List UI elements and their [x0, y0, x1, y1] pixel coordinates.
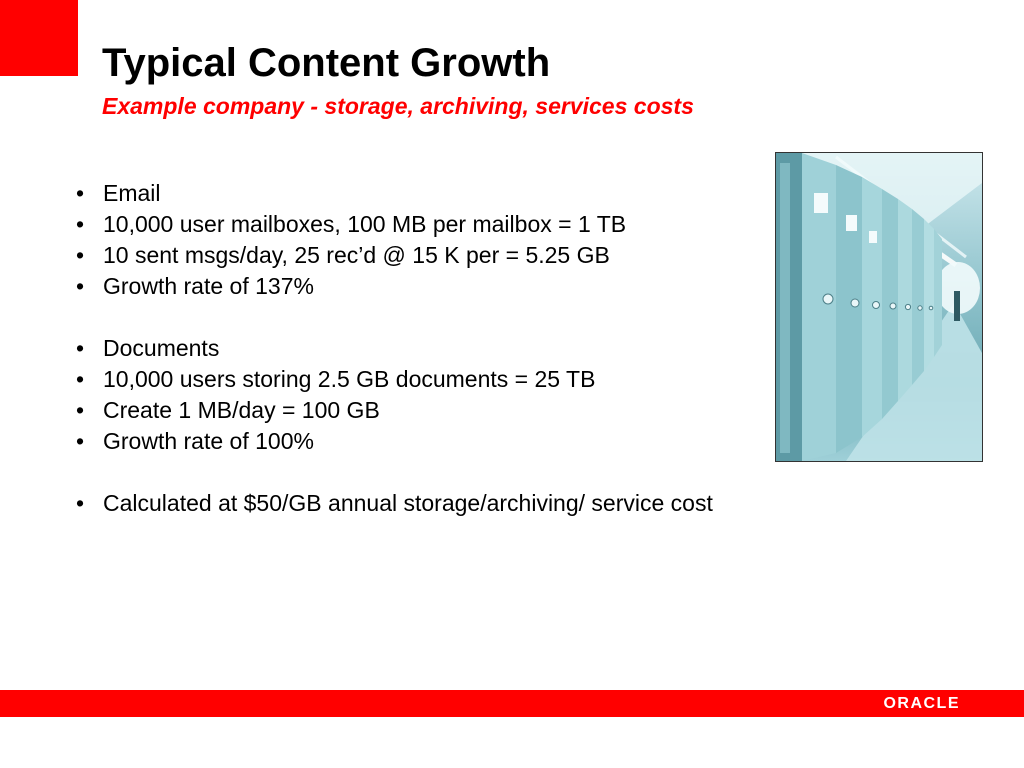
bullet-documents-create: • Create 1 MB/day = 100 GB — [72, 395, 762, 426]
bullet-documents-growth: • Growth rate of 100% — [72, 426, 762, 457]
bullet-email-mailboxes: • 10,000 user mailboxes, 100 MB per mailbox = 1 TB — [72, 209, 762, 240]
bullet-email-heading: • Email — [72, 178, 762, 209]
bullet-documents-storage: • 10,000 users storing 2.5 GB documents = 25 TB — [72, 364, 762, 395]
bullet-documents-heading: • Documents — [72, 333, 762, 364]
corner-accent-block — [0, 0, 78, 76]
bullet-list — [72, 178, 762, 519]
oracle-logo: ORACLE — [883, 695, 960, 712]
bullet-cost-calculation: • Calculated at $50/GB annual storage/archiving/ service cost — [72, 488, 762, 519]
storage-aisle-photo — [775, 152, 983, 462]
slide-title: Typical Content Growth — [102, 41, 551, 85]
bullet-email-messages: • 10 sent msgs/day, 25 rec’d @ 15 K per = 5.25 GB — [72, 240, 762, 271]
bullet-email-growth: • Growth rate of 137% — [72, 271, 762, 302]
slide-subtitle: Example company - storage, archiving, services costs — [102, 93, 694, 119]
footer-bar — [0, 690, 1024, 717]
